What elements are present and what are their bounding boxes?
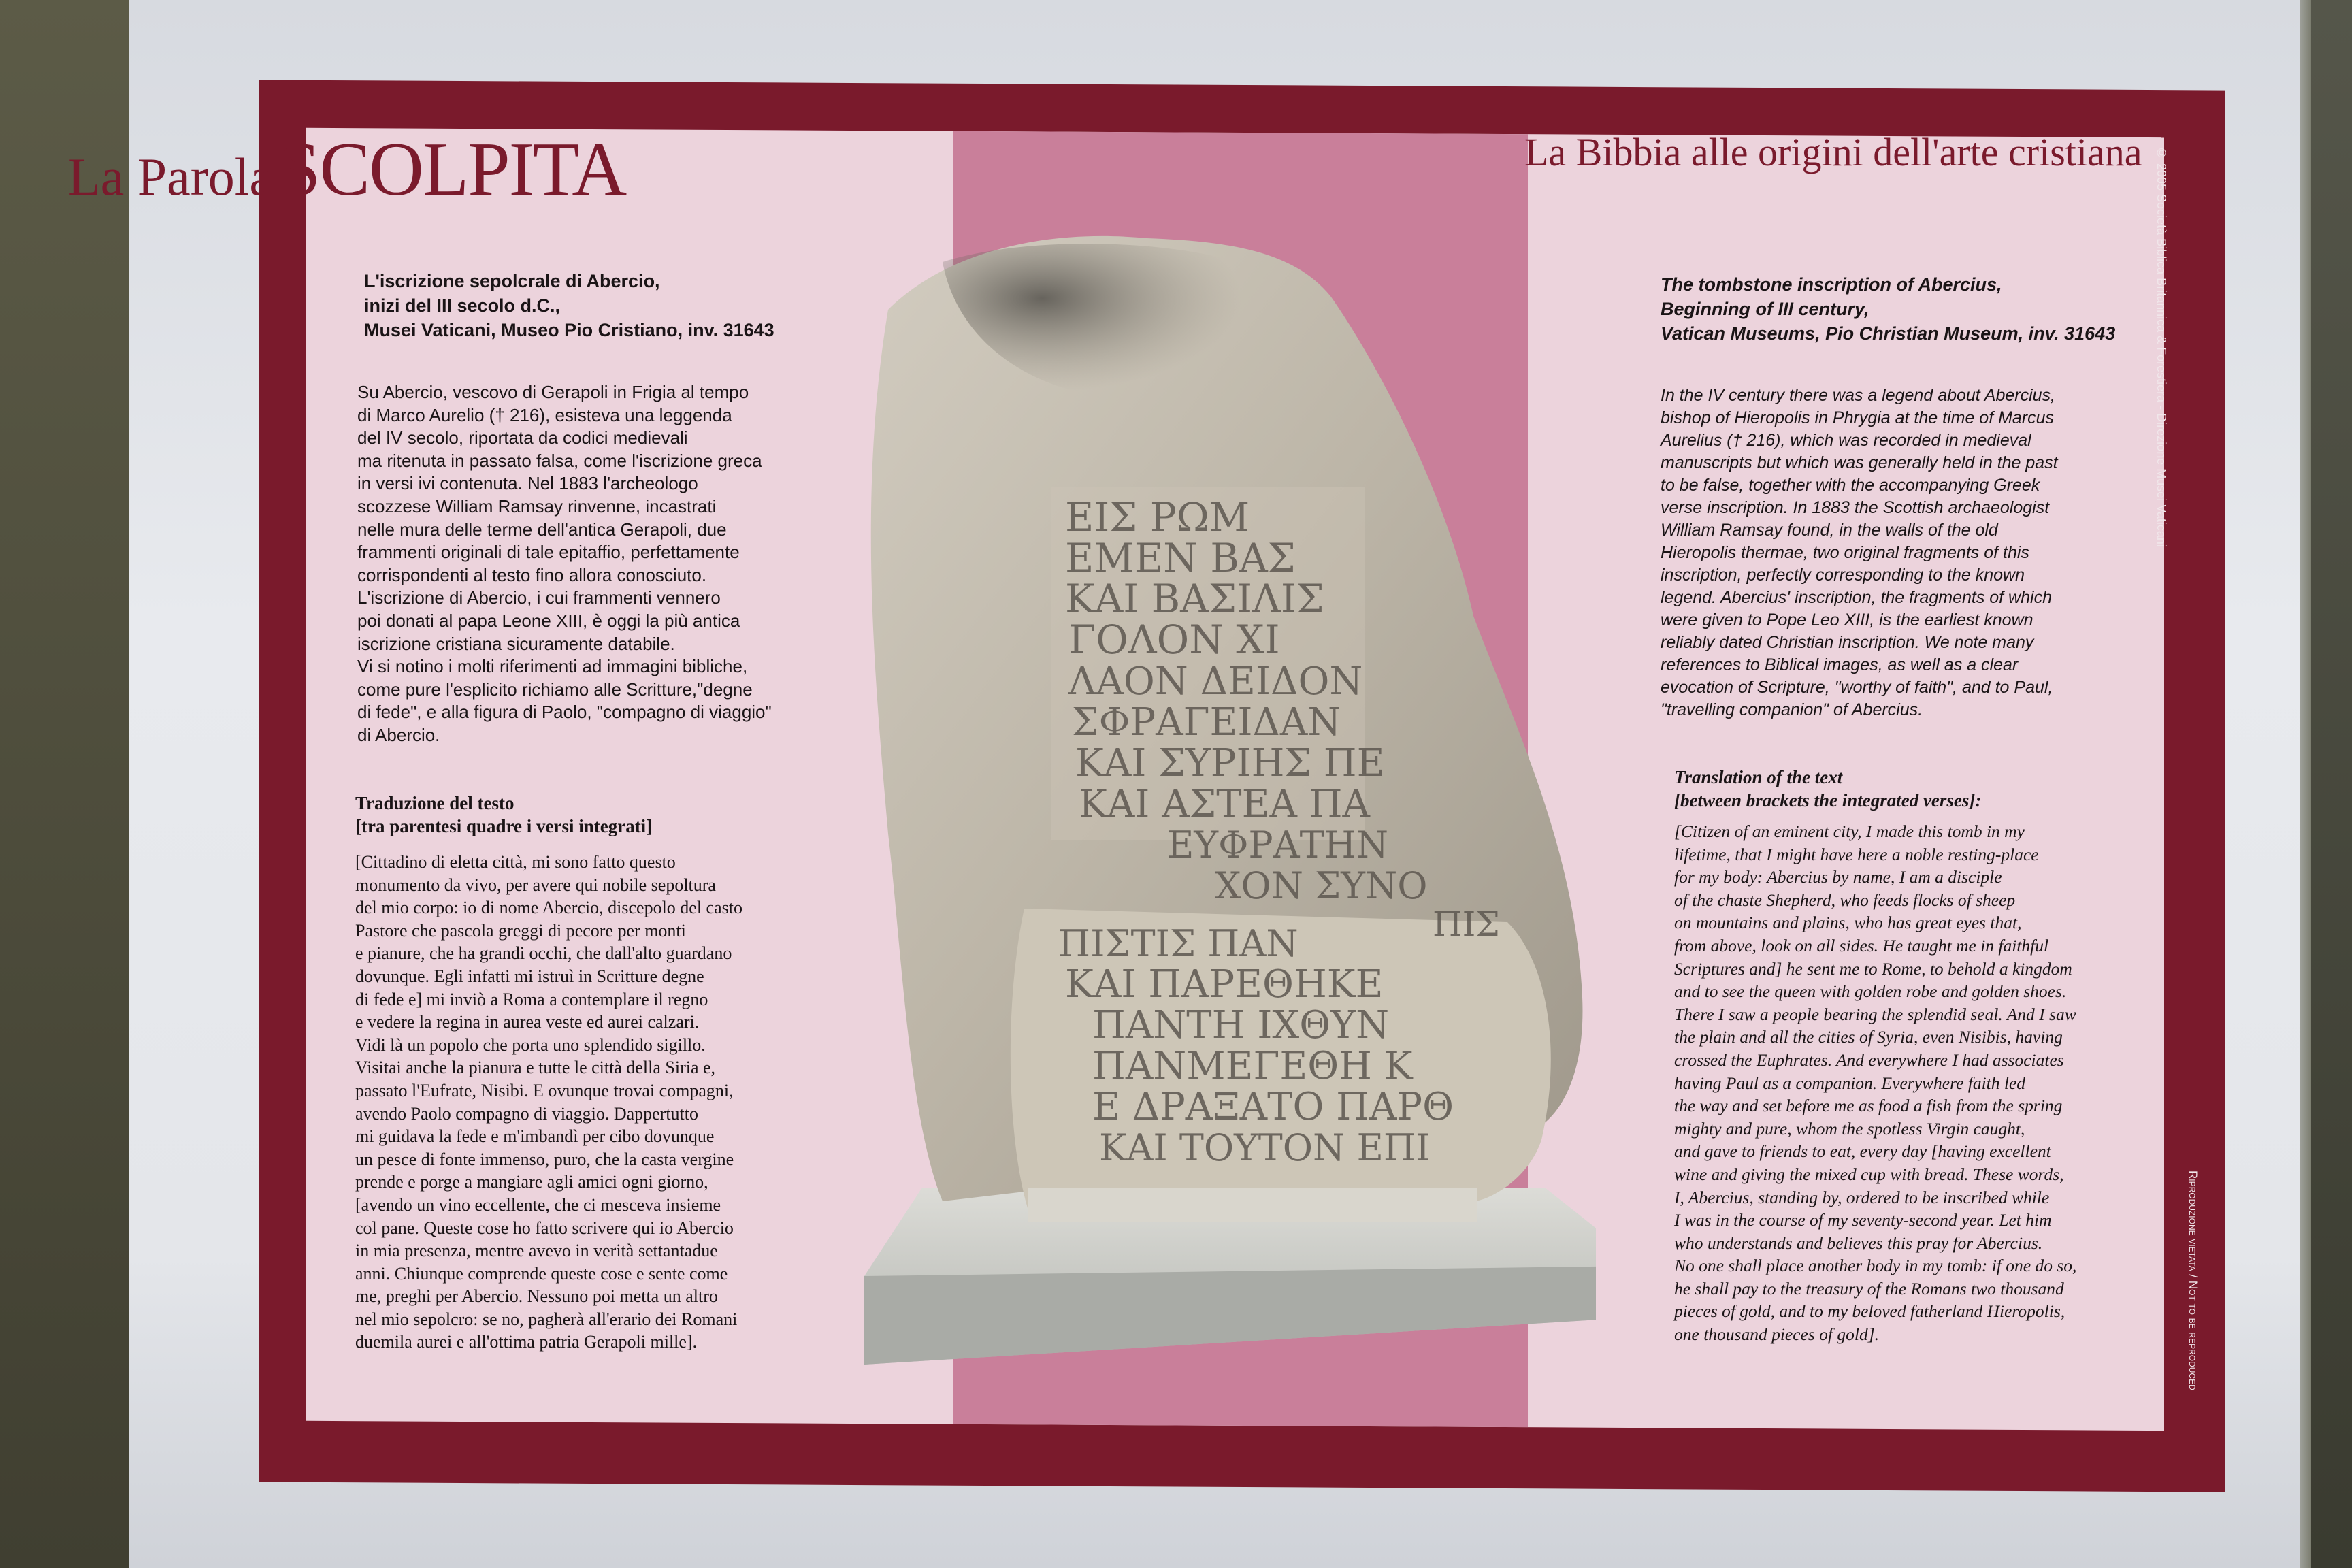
italian-translation: [Cittadino di eletta città, mi sono fatto questo monumento da vivo, per avere qui nobile sepoltura del mio corpo: io di nome Abercio, discepolo del casto Pastore che pascola greggi di pecore per monti e pianure, che ha grandi occhi, che dall'alto guardano dovunque. Egli infatti mi istruì in Scritture degne di fede e] mi inviò a Roma a contemplare il regno e vedere la regina in aurea veste ed aurei calzari. Vidi là un popolo che porta uno splendido sigillo. Visitai anche la pianura e tutte le città della Siria e, passato l'Eufrate, Nisibi. E ovunque trovai compagni, avendo Paolo compagno di viaggio. Dappertutto mi guidava la fede e m'imbandì per cibo dovunque un pesce di fonte immenso, puro, che la casta vergine prende e porge a mangiare agli amici ogni giorno, [avendo un vino eccellente, che ci mesceva insieme col pane. Queste cose ho fatto scrivere qui io Abercio in mia presenza, mentre avevo in verità settantadue anni. Chiunque comprende queste cose e sente come me, preghi per Abercio. Nessuno poi metta un altro nel mio sepolcro: se no, pagherà all'erario dei Romani duemila aurei e all'ottima patria Gerapoli mille]. xyxy=(355,852,742,1352)
greek-line: ΓΟΛΟΝ ΧΙ xyxy=(1068,617,1280,663)
italian-body: Su Abercio, vescovo di Gerapoli in Frigia al tempo di Marco Aurelio († 216), esisteva una leggenda del IV secolo, riportata da codici medievali ma ritenuta in passato falsa, come l'iscrizione greca in versi ivi contenuta. Nel 1883 l'archeologo scozzese William Ramsay rinvenne, incastrati nelle mura delle terme dell'antica Gerapoli, due frammenti originali di tale epitaffio, perfettamente corrispondenti al testo fino allora conosciuto. L'iscrizione di Abercio, i cui frammenti vennero poi donati al papa Leone XIII, è oggi la più antica iscrizione cristiana sicuramente databile. Vi si notino i molti riferimenti ad immagini bibliche, come pure l'esplicito richiamo alle Scritture,"degne di fede", e alla figura di Paolo, "compagno di viaggio" di Abercio. xyxy=(357,382,772,745)
greek-line: ΕΜΕΝ ΒΑΣ xyxy=(1065,535,1296,581)
greek-line: ΧΟΝ ΣΥΝΟ xyxy=(1215,864,1428,907)
greek-line: ΠΑΝΜΕΓΕΘΗ Κ xyxy=(1092,1044,1413,1088)
english-translation: [Citizen of an eminent city, I made this tomb in my lifetime, that I might have here a noble resting-place for my body: Abercius by name, I am a disciple of the chaste Shepherd, who feeds flocks of sheep on mountains and plains, who has great eyes that, from above, look on all sides. He taught me in faithful Scriptures and] he sent me to Rome, to behold a kingdom and to see the queen with golden robe and golden shoes. There I saw a people bearing the splendid seal. And I saw the plain and all the cities of Syria, even Nisibis, having crossed the Euphrates. And everywhere I had associates having Paul as a companion. Everywhere faith led the way and set before me as food a fish from the spring mighty and pure, whom the spotless Virgin caught, and gave to friends to eat, every day [having excellent wine and giving the mixed cup with bread. These words, I, Abercius, standing by, ordered to be inscribed while I was in the course of my seventy-second year. Let him who understands and believes this pray for Abercius. No one shall place another body in my tomb: if one do so, he shall pay to the treasury of the Romans two thousand pieces of gold, and to my beloved fatherland Hieropolis, one thousand pieces of gold]. xyxy=(1674,821,2077,1345)
wall-left xyxy=(0,0,129,1568)
greek-line: ΛΑΟΝ ΔΕΙΔΟΝ xyxy=(1068,659,1363,704)
greek-line: ΚΑΙ ΣΥΡΙΗΣ ΠΕ xyxy=(1075,741,1385,785)
italian-caption: L'iscrizione sepolcrale di Abercio, inizi del III secolo d.C., Musei Vaticani, Museo Pio Cristiano, inv. 31643 xyxy=(364,271,774,340)
title-part-b: SCOLPITA xyxy=(278,127,626,212)
greek-line: Ε ΔΡΑΞΑΤΟ ΠΑΡΘ xyxy=(1092,1085,1454,1129)
greek-line: ΕΙΣ ΡΩΜ xyxy=(1065,494,1250,540)
wall-right xyxy=(2311,0,2352,1568)
copyright-notice: © 2005 Società Biblica Britannica & Forestiera - Direzione Musei Vaticani xyxy=(2155,146,2168,547)
greek-line: ΚΑΙ ΒΑΣΙΛΙΣ xyxy=(1065,576,1324,622)
greek-line: ΚΑΙ ΠΑΡΕΘΗΚΕ xyxy=(1065,962,1384,1007)
italian-translation-heading: Traduzione del testo [tra parentesi quadre i versi integrati] xyxy=(355,793,653,836)
reproduction-notice: Riproduzione vietata / Not to be reproduced xyxy=(2187,1171,2200,1390)
abercius-stone-photo xyxy=(861,235,1596,1365)
english-translation-heading: Translation of the text [between brackets the integrated verses]: xyxy=(1674,767,1982,811)
greek-line: ΣΦΡΑΓΕΙΔΑΝ xyxy=(1072,700,1341,745)
greek-line: ΚΑΙ ΑΣΤΕΑ ΠΑ xyxy=(1079,782,1370,826)
greek-line: ΚΑΙ ΤΟΥΤΟΝ ΕΠΙ xyxy=(1099,1126,1431,1169)
english-caption: The tombstone inscription of Abercius, Beginning of III century, Vatican Museums, Pio Christian Museum, inv. 31643 xyxy=(1661,274,2116,344)
greek-line: ΠΑΝΤΗ ΙΧΘΥΝ xyxy=(1092,1003,1390,1047)
title-part-a: La Parola xyxy=(68,147,274,206)
poster-title xyxy=(68,126,625,214)
english-body: In the IV century there was a legend about Abercius, bishop of Hieropolis in Phrygia at the time of Marcus Aurelius († 216), which was recorded in medieval manuscripts but which was generally held in the past to be false, together with the accompanying Greek verse inscription. In 1883 the Scottish archaeologist William Ramsay found, in the walls of the old Hieropolis thermae, two original fragments of this inscription, perfectly corresponding to the known legend. Abercius' inscription, the fragments of which were given to Pope Leo XIII, is the earliest known reliably dated Christian inscription. We note many references to Biblical images, as well as a clear evocation of Scripture, "worthy of faith", and to Paul, "travelling companion" of Abercius. xyxy=(1661,386,2058,719)
greek-line: ΠΙΣΤΙΣ ΠΑΝ xyxy=(1058,922,1298,965)
greek-line: ΠΙΣ xyxy=(1433,904,1500,944)
greek-line: ΕΥΦΡΑΤΗΝ xyxy=(1167,823,1389,866)
poster-subtitle: La Bibbia alle origini dell'arte cristiana xyxy=(1524,130,2142,174)
